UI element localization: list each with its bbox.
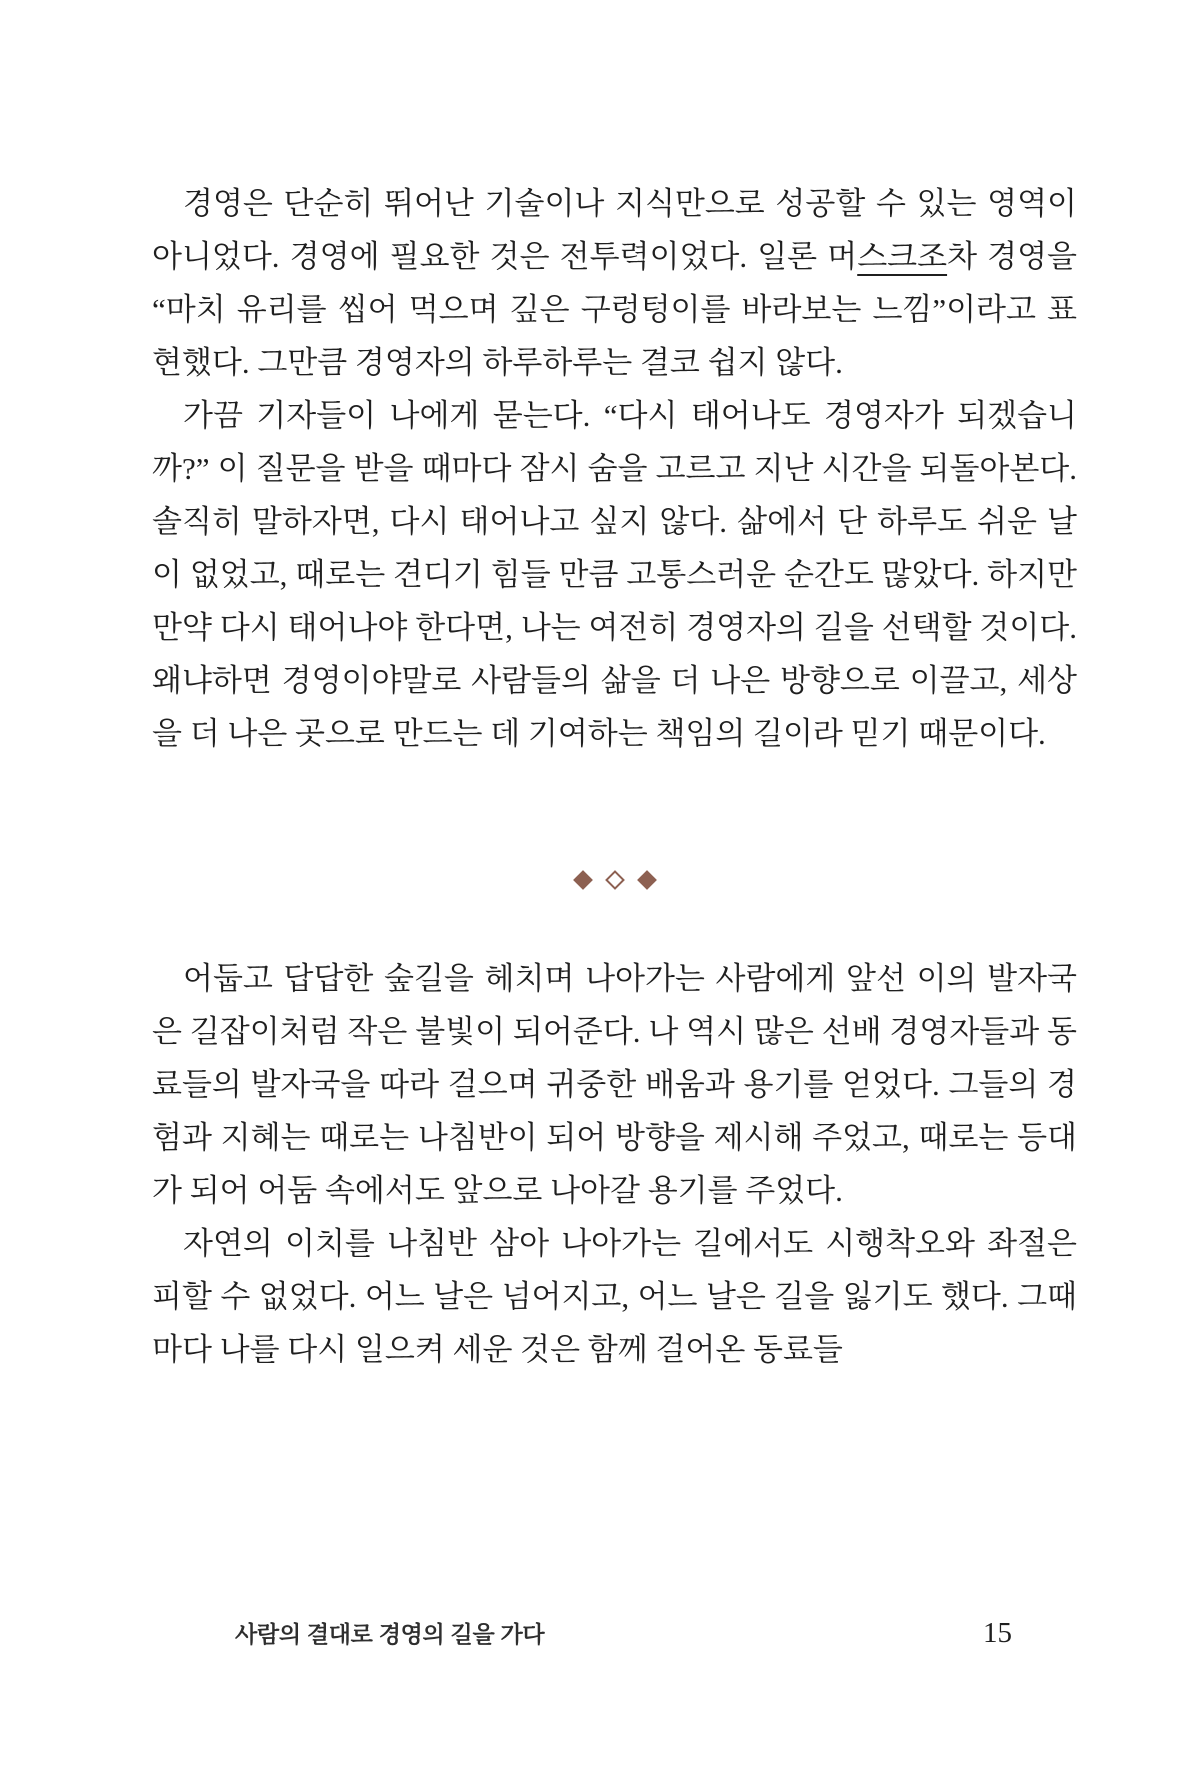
running-title: 사람의 결대로 경영의 길을 가다 [235,1621,545,1647]
paragraph-1 [152,177,1077,389]
paragraph-1-text-post: 차 경영을 “마치 유리를 씹어 먹으며 깊은 구렁텅이를 바라보는 느낌”이라고 표현했다. 그만큼 경영자의 하루하루는 결코 쉽지 않다. [152,239,1077,380]
filled-diamond-icon [573,870,593,890]
paragraph-3: 어둡고 답답한 숲길을 헤치며 나아가는 사람에게 앞선 이의 발자국은 길잡이처럼 작은 불빛이 되어준다. 나 역시 많은 선배 경영자들과 동료들의 발자국을 따라 걸으며 귀중한 배움과 용기를 얻었다. 그들의 경험과 지혜는 때로는 나침반이 되어 방향을 제시해 주었고, 때로는 등대가 되어 어둠 속에서도 앞으로 나아갈 용기를 주었다. [152,961,1077,1208]
page-footer [235,1616,1012,1650]
paragraph-4: 자연의 이치를 나침반 삼아 나아가는 길에서도 시행착오와 좌절은 피할 수 없었다. 어느 날은 넘어지고, 어느 날은 길을 잃기도 했다. 그때마다 나를 다시 일으켜 세운 것은 함께 걸어온 동료들 [152,1226,1077,1367]
page-number: 15 [983,1617,1012,1649]
page-body [152,177,1077,1376]
paragraph-1-text-pre: 경영은 단순히 뛰어난 기술이나 지식만으로 성공할 수 있는 영역이 아니었다. 경영에 필요한 것은 전투력이었다. 일론 머 [152,186,1077,274]
paragraph-1-underlined-text: 스크조 [857,239,948,274]
outline-diamond-icon [605,870,625,890]
section-divider [152,870,1077,890]
paragraph-2: 가끔 기자들이 나에게 묻는다. “다시 태어나도 경영자가 되겠습니까?” 이 질문을 받을 때마다 잠시 숨을 고르고 지난 시간을 되돌아본다. 솔직히 말하자면, 다시 태어나고 싶지 않다. 삶에서 단 하루도 쉬운 날이 없었고, 때로는 견디기 힘들 만큼 고통스러운 순간도 많았다. 하지만 만약 다시 태어나야 한다면, 나는 여전히 경영자의 길을 선택할 것이다. 왜냐하면 경영이야말로 사람들의 삶을 더 나은 방향으로 이끌고, 세상을 더 나은 곳으로 만드는 데 기여하는 책임의 길이라 믿기 때문이다. [152,398,1077,751]
filled-diamond-icon [637,870,657,890]
